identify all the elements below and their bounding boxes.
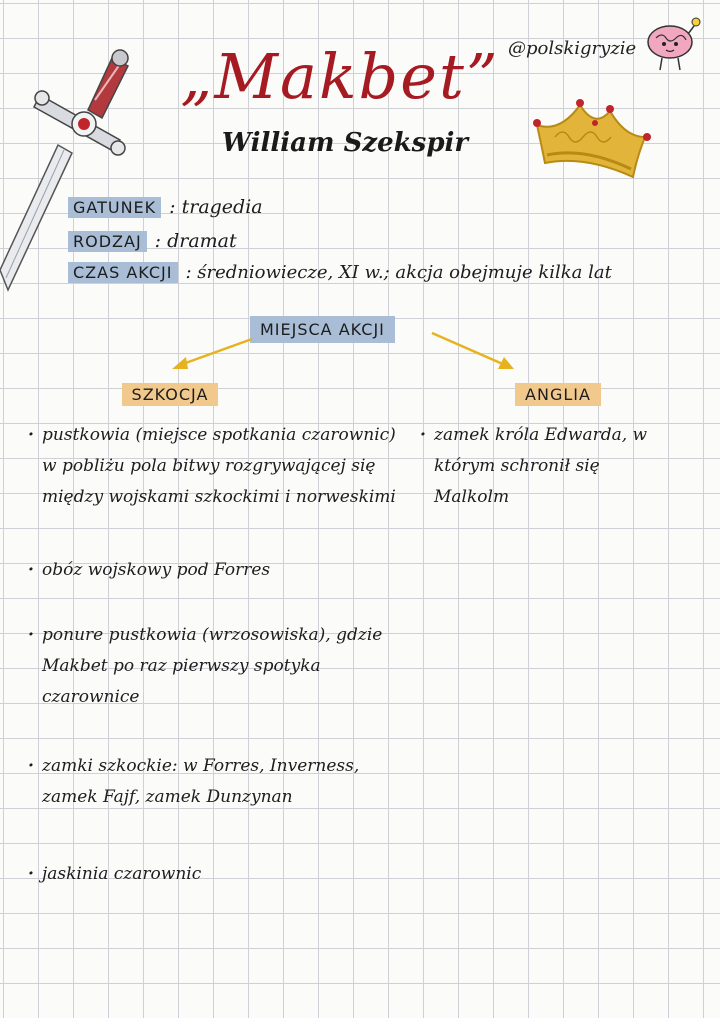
kind-row bbox=[68, 230, 237, 252]
author-name: William Szekspir bbox=[221, 128, 469, 158]
arrows bbox=[160, 325, 540, 385]
scotland-label: SZKOCJA bbox=[122, 383, 219, 406]
scotland-header bbox=[115, 385, 225, 404]
brain-mascot-icon bbox=[640, 14, 710, 74]
list-item: · jaskinia czarownic bbox=[28, 859, 408, 890]
genre-value: : tragedia bbox=[169, 196, 263, 218]
time-value: : średniowiecze, XI w.; akcja obejmuje kilka lat bbox=[185, 262, 612, 283]
england-label: ANGLIA bbox=[515, 383, 601, 406]
kind-label: RODZAJ bbox=[68, 231, 147, 252]
list-item: · pustkowia (miejsce spotkania czarownic) w pobliżu pola bitwy rozgrywającej się między wojskami szkockimi i norweskimi bbox=[28, 420, 408, 513]
list-item: · zamek króla Edwarda, w którym schronił się Malkolm bbox=[420, 420, 680, 513]
places-label: MIEJSCA AKCJI bbox=[250, 316, 395, 343]
time-label: CZAS AKCJI bbox=[68, 262, 178, 283]
time-row bbox=[68, 262, 612, 283]
author-handle: @polskigryzie bbox=[508, 38, 637, 59]
kind-value: : dramat bbox=[154, 230, 237, 252]
scotland-list bbox=[28, 420, 408, 890]
list-item: · obóz wojskowy pod Forres bbox=[28, 555, 408, 586]
list-item: · ponure pustkowia (wrzosowiska), gdzie Makbet po raz pierwszy spotyka czarownice bbox=[28, 620, 408, 713]
crown-icon bbox=[525, 85, 660, 190]
page-title: „Makbet” bbox=[180, 40, 500, 113]
england-list bbox=[420, 420, 680, 513]
genre-label: GATUNEK bbox=[68, 197, 161, 218]
genre-row bbox=[68, 196, 263, 218]
list-item: · zamki szkockie: w Forres, Inverness, zamek Fajf, zamek Dunzynan bbox=[28, 751, 408, 813]
england-header bbox=[503, 385, 613, 404]
